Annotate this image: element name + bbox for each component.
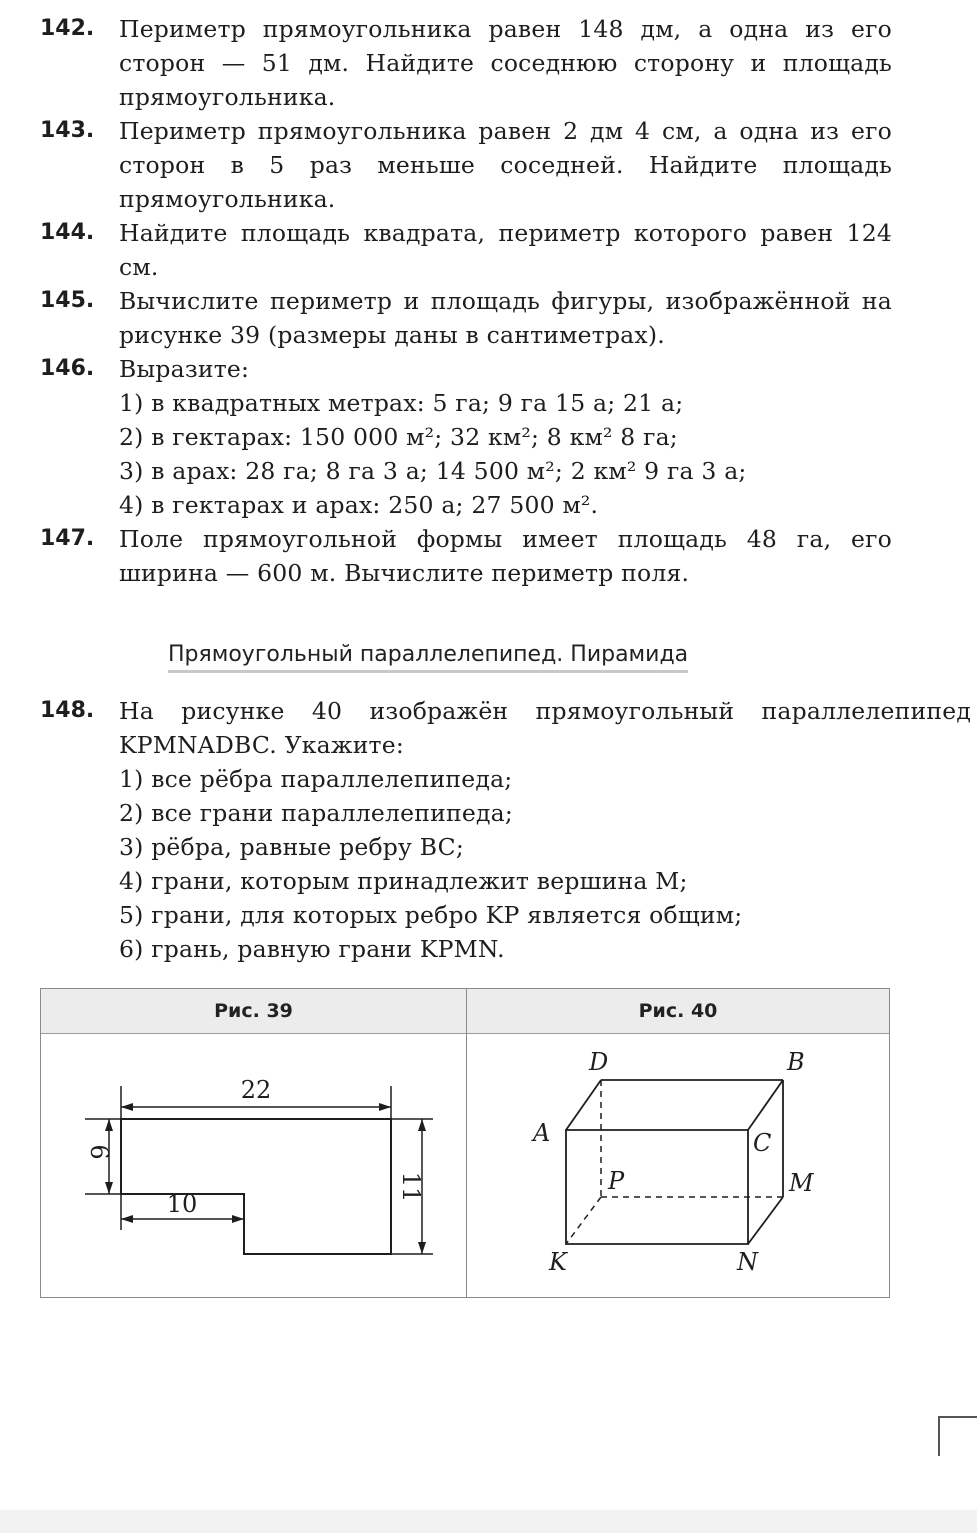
figure-40-caption: Рис. 40 [467,989,889,1034]
figure-40-drawing [467,1034,889,1297]
problem-number: 146. [40,356,95,381]
figure-39-drawing [41,1034,466,1297]
page-bottom-strip [0,1510,977,1533]
arrowhead [232,1215,244,1223]
problem-number: 142. [40,16,95,41]
dimension-label-bottom: 10 [166,1190,198,1218]
figure-39-cell [41,989,467,1297]
problem-143 [40,114,892,216]
arrowhead [379,1103,391,1111]
arrowhead [121,1215,133,1223]
vertex-label-c: C [753,1129,772,1157]
l-shape-outline [121,1119,391,1254]
subtask-item: 6) грань, равную грани KPMN. [119,935,505,963]
vertex-label-d: D [589,1048,609,1076]
section-title: Прямоугольный параллелепипед. Пирамида [168,638,688,674]
edge-mn [748,1197,783,1244]
subtask-item: 5) грани, для которых ребро KP является общим; [119,901,743,929]
vertex-label-m: M [789,1169,814,1197]
subtask-item: 2) все грани параллелепипеда; [119,799,513,827]
arrowhead [121,1103,133,1111]
problem-text: Периметр прямоугольника равен 2 дм 4 см, а одна из его сторон в 5 раз меньше соседней. Найдите площадь прямоугольника. [119,117,892,213]
subtask-item: 2) в гектарах: 150 000 м²; 32 км²; 8 км² 8 га; [119,423,678,451]
vertex-label-k: K [549,1248,567,1276]
problem-145 [40,284,892,352]
vertex-label-p: P [608,1167,625,1195]
problem-number: 143. [40,118,95,143]
problem-text: На рисунке 40 изображён прямоугольный параллелепипед KPMNADBC. Укажите: [119,697,971,759]
dimension-label-top: 22 [240,1076,272,1104]
edge-bc [748,1080,783,1130]
front-face-ackn [566,1130,748,1244]
vertex-label-a: A [533,1119,551,1147]
figures-table [40,988,890,1298]
page-corner-mark [938,1416,977,1456]
problem-number: 147. [40,526,95,551]
problem-text: Вычислите периметр и площадь фигуры, изображённой на рисунке 39 (размеры даны в сантиметрах). [119,287,892,349]
arrowhead [418,1119,426,1131]
problem-number: 148. [40,698,95,723]
exercise-list [40,12,892,590]
dimension-label-left: 6 [85,1144,113,1160]
problem-number: 145. [40,288,95,313]
problem-142 [40,12,892,114]
subtask-item: 3) в арах: 28 га; 8 га 3 а; 14 500 м²; 2 км² 9 га 3 а; [119,457,747,485]
arrowhead [105,1119,113,1131]
problem-text: Периметр прямоугольника равен 148 дм, а одна из его сторон — 51 дм. Найдите соседнюю сторону и площадь прямоугольника. [119,15,892,111]
problem-text: Найдите площадь квадрата, периметр которого равен 124 см. [119,219,892,281]
problem-146 [40,352,892,522]
problem-148 [40,694,971,966]
figure-39-caption: Рис. 39 [41,989,466,1034]
subtask-item: 4) в гектарах и арах: 250 а; 27 500 м². [119,491,599,519]
problem-text: Выразите: [119,355,250,383]
hidden-edge-pk [566,1197,601,1244]
edge-ad [566,1080,601,1130]
vertex-label-b: B [787,1048,805,1076]
problem-144 [40,216,892,284]
dimension-label-right: 11 [397,1171,425,1203]
problem-147 [40,522,892,590]
subtask-item: 1) все рёбра параллелепипеда; [119,765,513,793]
vertex-label-n: N [737,1248,758,1276]
figure-40-cell [467,989,889,1297]
problem-number: 144. [40,220,95,245]
subtask-item: 3) рёбра, равные ребру BC; [119,833,464,861]
arrowhead [105,1182,113,1194]
subtask-item: 4) грани, которым принадлежит вершина M; [119,867,688,895]
problem-text: Поле прямоугольной формы имеет площадь 48 га, его ширина — 600 м. Вычислите периметр поля. [119,525,892,587]
subtask-item: 1) в квадратных метрах: 5 га; 9 га 15 а; 21 а; [119,389,684,417]
arrowhead [418,1242,426,1254]
